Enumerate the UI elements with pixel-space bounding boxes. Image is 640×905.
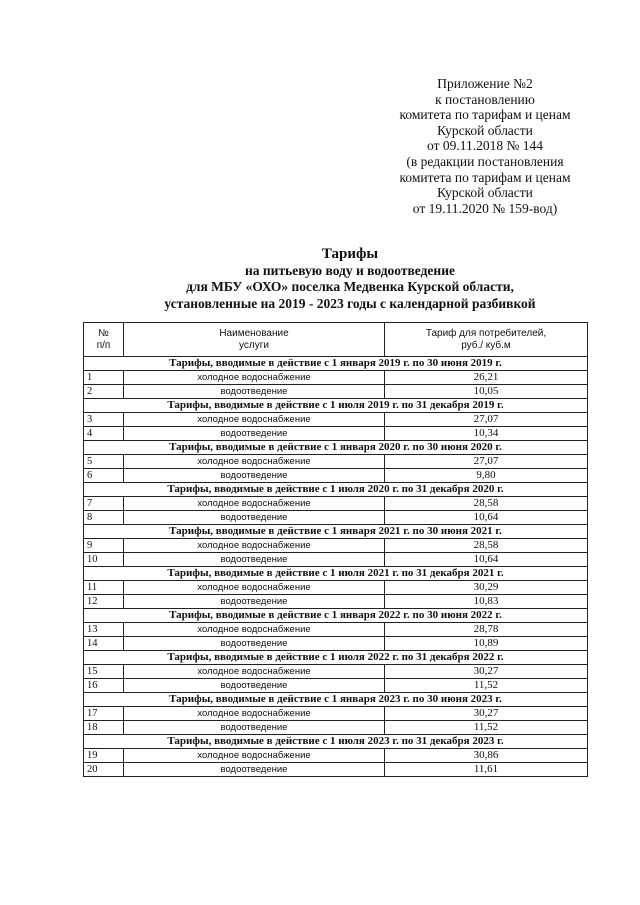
period-title: Тарифы, вводимые в действие с 1 января 2021 г. по 30 июня 2021 г. — [84, 525, 588, 539]
table-header-row — [84, 323, 588, 357]
tariff-value: 10,83 — [385, 595, 588, 609]
period-title: Тарифы, вводимые в действие с 1 января 2022 г. по 30 июня 2022 г. — [84, 609, 588, 623]
row-number: 13 — [84, 623, 124, 637]
service-name: водоотведение — [124, 511, 385, 525]
service-name: холодное водоснабжение — [124, 623, 385, 637]
table-row — [84, 623, 588, 637]
tariff-value: 11,52 — [385, 721, 588, 735]
tariff-value: 10,34 — [385, 427, 588, 441]
tariff-value: 30,27 — [385, 707, 588, 721]
row-number: 15 — [84, 665, 124, 679]
service-name: холодное водоснабжение — [124, 749, 385, 763]
row-number: 10 — [84, 553, 124, 567]
row-number: 3 — [84, 413, 124, 427]
period-title: Тарифы, вводимые в действие с 1 июля 2021 г. по 31 декабря 2021 г. — [84, 567, 588, 581]
table-row — [84, 595, 588, 609]
service-name: водоотведение — [124, 385, 385, 399]
period-header-row — [84, 693, 588, 707]
appendix-line: Курской области — [437, 122, 533, 138]
table-row — [84, 511, 588, 525]
service-name: водоотведение — [124, 679, 385, 693]
tariff-value: 28,58 — [385, 539, 588, 553]
row-number: 11 — [84, 581, 124, 595]
tariff-value: 26,21 — [385, 371, 588, 385]
row-number: 17 — [84, 707, 124, 721]
table-row — [84, 469, 588, 483]
row-number: 20 — [84, 763, 124, 777]
row-number: 8 — [84, 511, 124, 525]
service-name: водоотведение — [124, 595, 385, 609]
tariff-value: 11,52 — [385, 679, 588, 693]
title-line: для МБУ «ОХО» поселка Медвенка Курской области, — [186, 279, 514, 294]
period-title: Тарифы, вводимые в действие с 1 января 2019 г. по 30 июня 2019 г. — [84, 357, 588, 371]
service-name: холодное водоснабжение — [124, 581, 385, 595]
header-num — [84, 323, 124, 357]
row-number: 2 — [84, 385, 124, 399]
table-row — [84, 553, 588, 567]
table-row — [84, 707, 588, 721]
service-name: холодное водоснабжение — [124, 455, 385, 469]
header-num-line: № — [98, 327, 109, 339]
service-name: холодное водоснабжение — [124, 665, 385, 679]
row-number: 4 — [84, 427, 124, 441]
tariff-value: 28,78 — [385, 623, 588, 637]
row-number: 16 — [84, 679, 124, 693]
table-row — [84, 413, 588, 427]
period-title: Тарифы, вводимые в действие с 1 января 2020 г. по 30 июня 2020 г. — [84, 441, 588, 455]
period-header-row — [84, 735, 588, 749]
appendix-line: от 09.11.2018 № 144 — [427, 138, 543, 154]
table-row — [84, 637, 588, 651]
title-line: Тарифы — [321, 246, 379, 262]
table-row — [84, 385, 588, 399]
service-name: водоотведение — [124, 469, 385, 483]
tariff-value: 30,29 — [385, 581, 588, 595]
tariff-value: 30,86 — [385, 749, 588, 763]
row-number: 18 — [84, 721, 124, 735]
service-name: холодное водоснабжение — [124, 371, 385, 385]
header-tariff-line: руб./ куб.м — [461, 339, 511, 351]
period-title: Тарифы, вводимые в действие с 1 июля 2023 г. по 31 декабря 2023 г. — [84, 735, 588, 749]
tariff-value: 30,27 — [385, 665, 588, 679]
period-title: Тарифы, вводимые в действие с 1 июля 2019 г. по 31 декабря 2019 г. — [84, 399, 588, 413]
header-tariff-line: Тариф для потребителей, — [425, 327, 547, 339]
service-name: водоотведение — [124, 553, 385, 567]
period-title: Тарифы, вводимые в действие с 1 января 2023 г. по 30 июня 2023 г. — [84, 693, 588, 707]
period-header-row — [84, 525, 588, 539]
document-title — [80, 246, 620, 312]
service-name: холодное водоснабжение — [124, 539, 385, 553]
row-number: 12 — [84, 595, 124, 609]
appendix-line: комитета по тарифам и ценам — [399, 107, 571, 123]
period-header-row — [84, 483, 588, 497]
appendix-line: комитета по тарифам и ценам — [399, 169, 571, 185]
appendix-line: (в редакции постановления — [406, 153, 564, 169]
tariff-value: 9,80 — [385, 469, 588, 483]
table-row — [84, 455, 588, 469]
table-row — [84, 679, 588, 693]
period-header-row — [84, 609, 588, 623]
tariff-value: 10,64 — [385, 553, 588, 567]
service-name: водоотведение — [124, 721, 385, 735]
row-number: 14 — [84, 637, 124, 651]
period-header-row — [84, 357, 588, 371]
table-row — [84, 497, 588, 511]
header-service — [124, 323, 385, 357]
table-row — [84, 763, 588, 777]
period-header-row — [84, 399, 588, 413]
table-row — [84, 749, 588, 763]
table-row — [84, 721, 588, 735]
table-row — [84, 581, 588, 595]
appendix-line: Приложение №2 — [437, 76, 533, 91]
tariff-value: 10,64 — [385, 511, 588, 525]
service-name: водоотведение — [124, 427, 385, 441]
appendix-line: к постановлению — [435, 91, 535, 107]
service-name: водоотведение — [124, 763, 385, 777]
appendix-line: от 19.11.2020 № 159-вод) — [412, 200, 558, 216]
service-name: водоотведение — [124, 637, 385, 651]
tariff-value: 10,05 — [385, 385, 588, 399]
header-service-line: Наименование — [219, 327, 289, 339]
tariff-value: 28,58 — [385, 497, 588, 511]
tariff-value: 27,07 — [385, 455, 588, 469]
period-header-row — [84, 651, 588, 665]
tariff-table-body — [84, 357, 588, 777]
table-row — [84, 427, 588, 441]
tariff-value: 27,07 — [385, 413, 588, 427]
tariff-table — [83, 322, 588, 777]
row-number: 5 — [84, 455, 124, 469]
period-title: Тарифы, вводимые в действие с 1 июля 2022 г. по 31 декабря 2022 г. — [84, 651, 588, 665]
service-name: холодное водоснабжение — [124, 707, 385, 721]
title-line: на питьевую воду и водоотведение — [245, 262, 455, 278]
appendix-note — [370, 76, 600, 216]
header-num-line: п/п — [96, 339, 111, 351]
row-number: 19 — [84, 749, 124, 763]
table-row — [84, 371, 588, 385]
table-row — [84, 539, 588, 553]
tariff-value: 11,61 — [385, 763, 588, 777]
row-number: 1 — [84, 371, 124, 385]
title-line: установленные на 2019 - 2023 годы с календарной разбивкой — [164, 295, 536, 311]
header-service-line: услуги — [239, 339, 269, 351]
tariff-value: 10,89 — [385, 637, 588, 651]
table-row — [84, 665, 588, 679]
period-title: Тарифы, вводимые в действие с 1 июля 2020 г. по 31 декабря 2020 г. — [84, 483, 588, 497]
period-header-row — [84, 567, 588, 581]
period-header-row — [84, 441, 588, 455]
row-number: 7 — [84, 497, 124, 511]
row-number: 6 — [84, 469, 124, 483]
service-name: холодное водоснабжение — [124, 413, 385, 427]
row-number: 9 — [84, 539, 124, 553]
header-tariff — [385, 323, 588, 357]
service-name: холодное водоснабжение — [124, 497, 385, 511]
appendix-line: Курской области — [437, 185, 533, 201]
